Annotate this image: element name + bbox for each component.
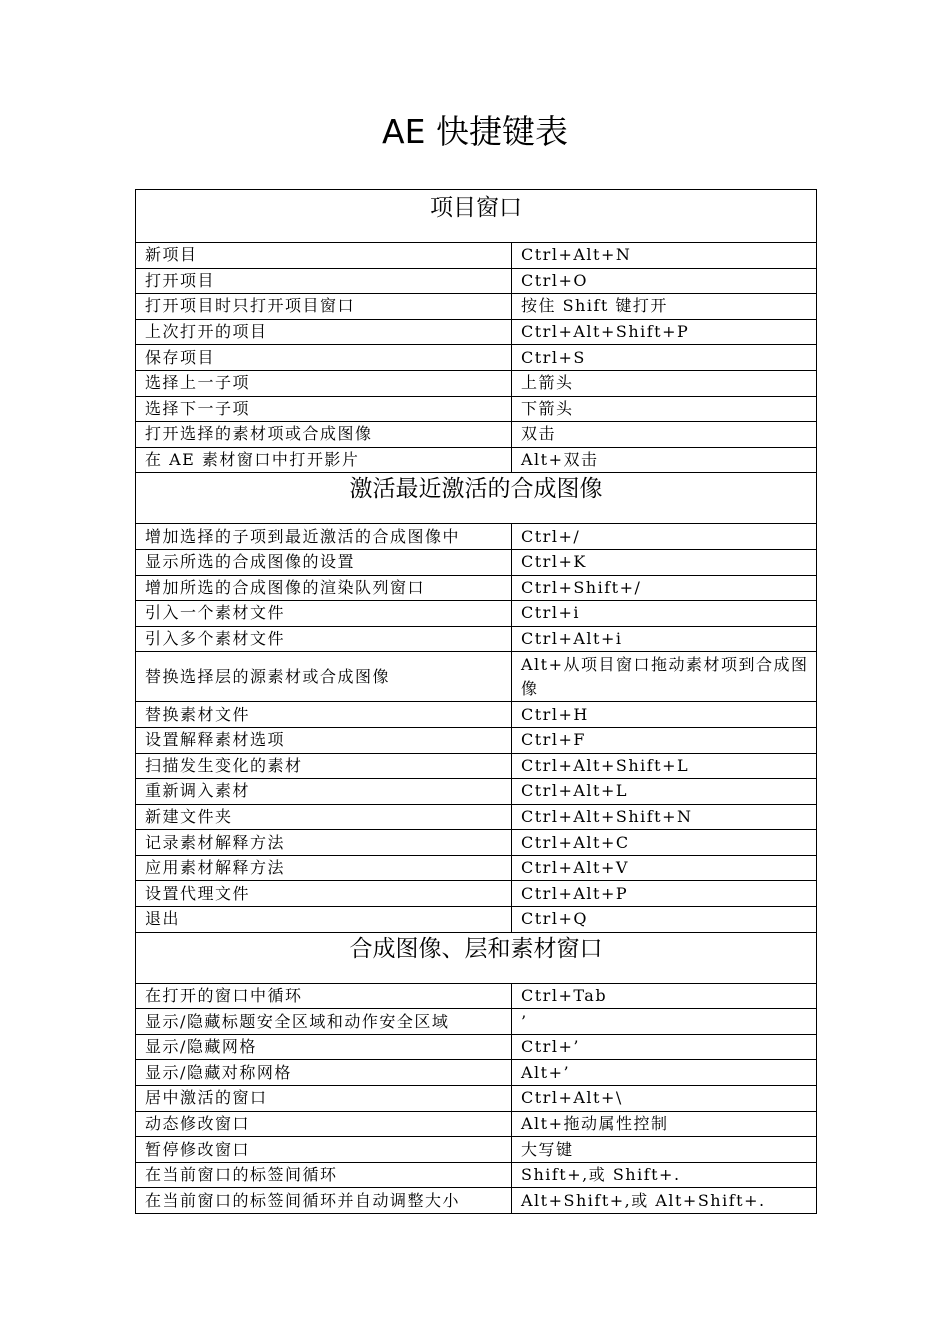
- action-cell: 退出: [136, 907, 512, 933]
- section-heading: 激活最近激活的合成图像: [136, 473, 817, 524]
- action-cell: 打开项目时只打开项目窗口: [136, 294, 512, 320]
- shortcut-cell: 大写键: [512, 1137, 817, 1163]
- table-row: [136, 1009, 817, 1035]
- table-row: [136, 1111, 817, 1137]
- table-row: [136, 907, 817, 933]
- shortcut-cell: Alt+拖动属性控制: [512, 1111, 817, 1137]
- shortcut-cell: Ctrl+Alt+C: [512, 830, 817, 856]
- action-cell: 暂停修改窗口: [136, 1137, 512, 1163]
- table-row: [136, 370, 817, 396]
- action-cell: 在打开的窗口中循环: [136, 983, 512, 1009]
- action-cell: 显示所选的合成图像的设置: [136, 549, 512, 575]
- shortcut-cell: 双击: [512, 422, 817, 448]
- action-cell: 居中激活的窗口: [136, 1086, 512, 1112]
- action-cell: 设置代理文件: [136, 881, 512, 907]
- table-row: [136, 855, 817, 881]
- shortcut-cell: Ctrl+Alt+i: [512, 626, 817, 652]
- shortcut-cell: Ctrl+/: [512, 524, 817, 550]
- action-cell: 新项目: [136, 243, 512, 269]
- action-cell: 选择上一子项: [136, 370, 512, 396]
- action-cell: 在当前窗口的标签间循环并自动调整大小: [136, 1188, 512, 1214]
- shortcut-cell: Ctrl+Alt+Shift+N: [512, 804, 817, 830]
- shortcut-cell: 按住 Shift 键打开: [512, 294, 817, 320]
- section-header-row: [136, 932, 817, 983]
- action-cell: 重新调入素材: [136, 779, 512, 805]
- action-cell: 增加选择的子项到最近激活的合成图像中: [136, 524, 512, 550]
- action-cell: 选择下一子项: [136, 396, 512, 422]
- shortcut-cell: Shift+,或 Shift+.: [512, 1162, 817, 1188]
- table-row: [136, 702, 817, 728]
- action-cell: 动态修改窗口: [136, 1111, 512, 1137]
- table-row: [136, 447, 817, 473]
- action-cell: 设置解释素材选项: [136, 727, 512, 753]
- shortcut-cell: Ctrl+S: [512, 345, 817, 371]
- shortcut-cell: Ctrl+Alt+N: [512, 243, 817, 269]
- shortcut-cell: Ctrl+Alt+P: [512, 881, 817, 907]
- table-row: [136, 243, 817, 269]
- action-cell: 打开项目: [136, 268, 512, 294]
- table-row: [136, 804, 817, 830]
- shortcut-cell: 下箭头: [512, 396, 817, 422]
- table-row: [136, 524, 817, 550]
- shortcut-cell: Ctrl+K: [512, 549, 817, 575]
- shortcut-cell: Ctrl+Shift+/: [512, 575, 817, 601]
- shortcut-table: [135, 189, 817, 1214]
- document-title: AE 快捷键表: [382, 112, 568, 151]
- section-header-row: [136, 190, 817, 243]
- action-cell: 上次打开的项目: [136, 319, 512, 345]
- shortcut-cell: Ctrl+i: [512, 601, 817, 627]
- table-row: [136, 601, 817, 627]
- table-row: [136, 268, 817, 294]
- shortcut-cell: Ctrl+Q: [512, 907, 817, 933]
- shortcut-cell: Alt+双击: [512, 447, 817, 473]
- action-cell: 打开选择的素材项或合成图像: [136, 422, 512, 448]
- action-cell: 增加所选的合成图像的渲染队列窗口: [136, 575, 512, 601]
- table-row: [136, 727, 817, 753]
- action-cell: 显示/隐藏标题安全区域和动作安全区域: [136, 1009, 512, 1035]
- shortcut-cell: 上箭头: [512, 370, 817, 396]
- table-row: [136, 1137, 817, 1163]
- shortcut-cell: Ctrl+Alt+V: [512, 855, 817, 881]
- shortcut-cell: Alt+’: [512, 1060, 817, 1086]
- action-cell: 显示/隐藏对称网格: [136, 1060, 512, 1086]
- shortcut-cell: Ctrl+Tab: [512, 983, 817, 1009]
- shortcut-cell: Ctrl+Alt+L: [512, 779, 817, 805]
- shortcut-cell: Ctrl+F: [512, 727, 817, 753]
- shortcut-cell: Ctrl+Alt+Shift+P: [512, 319, 817, 345]
- table-row: [136, 549, 817, 575]
- action-cell: 引入一个素材文件: [136, 601, 512, 627]
- shortcut-cell: Ctrl+O: [512, 268, 817, 294]
- table-row: [136, 319, 817, 345]
- table-row: [136, 422, 817, 448]
- table-row: [136, 1188, 817, 1214]
- section-heading: 项目窗口: [136, 190, 817, 243]
- table-row: [136, 1162, 817, 1188]
- table-row: [136, 626, 817, 652]
- action-cell: 新建文件夹: [136, 804, 512, 830]
- table-row: [136, 779, 817, 805]
- table-row: [136, 830, 817, 856]
- action-cell: 在 AE 素材窗口中打开影片: [136, 447, 512, 473]
- action-cell: 在当前窗口的标签间循环: [136, 1162, 512, 1188]
- shortcut-cell: ’: [512, 1009, 817, 1035]
- table-row: [136, 1034, 817, 1060]
- shortcut-cell: Alt+Shift+,或 Alt+Shift+.: [512, 1188, 817, 1214]
- table-row: [136, 652, 817, 702]
- action-cell: 显示/隐藏网格: [136, 1034, 512, 1060]
- shortcut-cell: Ctrl+’: [512, 1034, 817, 1060]
- table-row: [136, 1086, 817, 1112]
- table-row: [136, 294, 817, 320]
- table-row: [136, 1060, 817, 1086]
- table-row: [136, 983, 817, 1009]
- table-row: [136, 575, 817, 601]
- action-cell: 替换选择层的源素材或合成图像: [136, 652, 512, 702]
- section-heading: 合成图像、层和素材窗口: [136, 932, 817, 983]
- table-row: [136, 396, 817, 422]
- action-cell: 应用素材解释方法: [136, 855, 512, 881]
- action-cell: 引入多个素材文件: [136, 626, 512, 652]
- shortcut-cell: Ctrl+Alt+\: [512, 1086, 817, 1112]
- shortcut-cell: Ctrl+Alt+Shift+L: [512, 753, 817, 779]
- shortcut-cell: Ctrl+H: [512, 702, 817, 728]
- table-row: [136, 345, 817, 371]
- shortcut-cell: Alt+从项目窗口拖动素材项到合成图像: [512, 652, 817, 702]
- table-row: [136, 881, 817, 907]
- action-cell: 扫描发生变化的素材: [136, 753, 512, 779]
- action-cell: 替换素材文件: [136, 702, 512, 728]
- action-cell: 记录素材解释方法: [136, 830, 512, 856]
- table-row: [136, 753, 817, 779]
- action-cell: 保存项目: [136, 345, 512, 371]
- section-header-row: [136, 473, 817, 524]
